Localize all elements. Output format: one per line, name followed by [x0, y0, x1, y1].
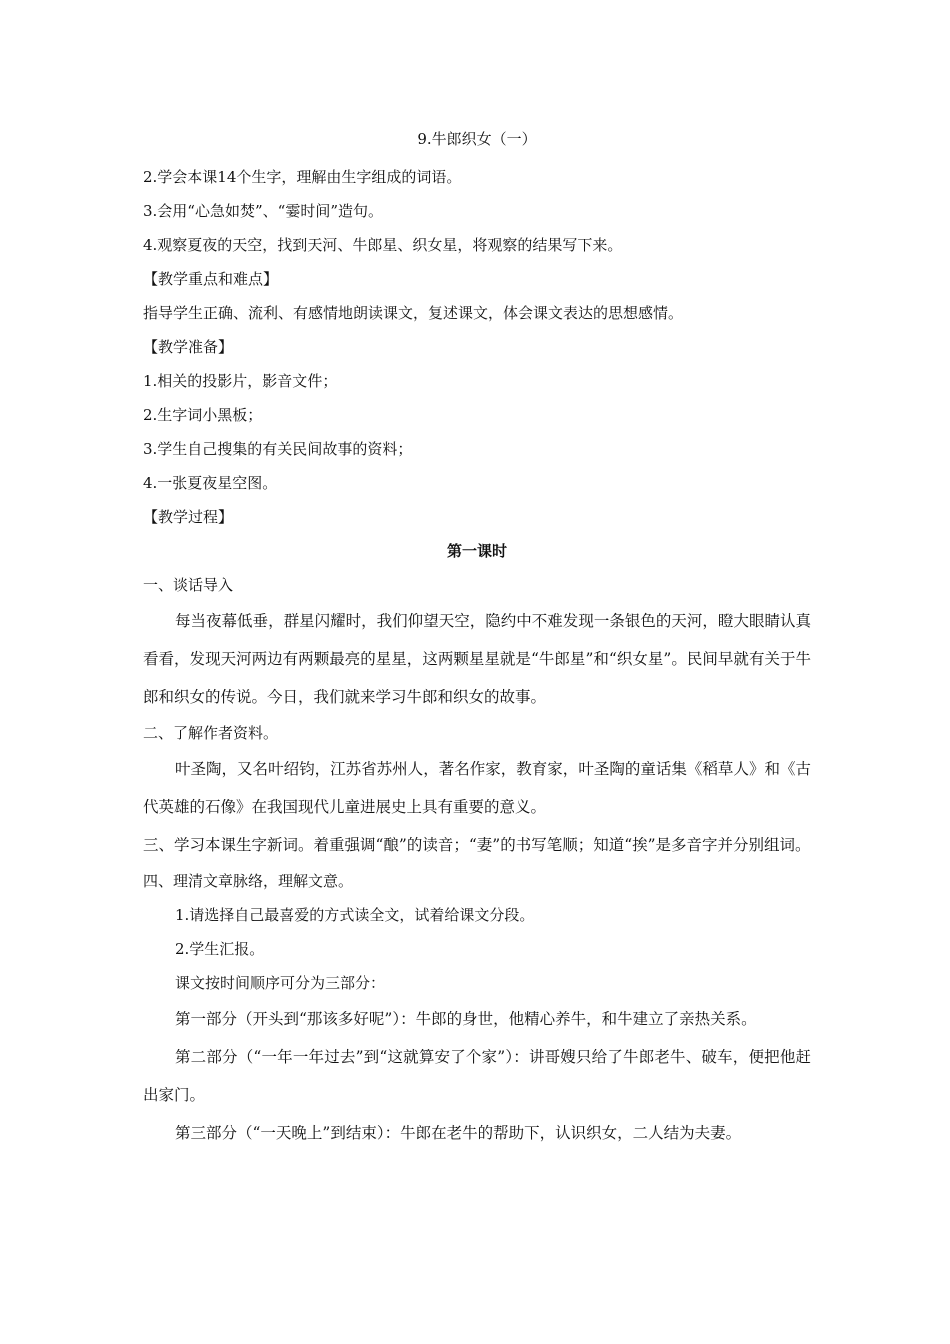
key-points-text: 指导学生正确、流利、有感情地朗读课文，复述课文，体会课文表达的思想感情。: [143, 304, 684, 322]
lesson-title: 第一课时: [446, 542, 507, 560]
goal-item: 3.会用“心急如焚”、“霎时间”造句。: [143, 202, 383, 220]
step-item: 课文按时间顺序可分为三部分：: [175, 974, 386, 992]
step-item: 2.学生汇报。: [175, 940, 265, 958]
part-paragraph-3: 第三部分（“一天晚上”到结束）：牛郎在老牛的帮助下，认识织女，二人结为夫妻。: [175, 1124, 742, 1142]
goal-item: 4.观察夏夜的天空，找到天河、牛郎星、织女星，将观察的结果写下来。: [143, 236, 623, 254]
prep-item: 3.学生自己搜集的有关民间故事的资料；: [143, 440, 413, 458]
prep-item: 1.相关的投影片，影音文件；: [143, 372, 338, 390]
prep-item: 2.生字词小黑板；: [143, 406, 263, 424]
section-paragraph-1: 每当夜幕低垂，群星闪耀时，我们仰望天空，隐约中不难发现一条银色的天河，瞪大眼睛认真看看，发现天河两边有两颗最亮的星星，这两颗星星就是“牛郎星”和“织女星”。民间早就有关于牛郎和织女的传说。今日，我们就来学习牛郎和织女的故事。: [143, 612, 811, 706]
prep-heading: 【教学准备】: [143, 338, 234, 356]
process-heading: 【教学过程】: [143, 508, 234, 526]
part-paragraph-1: 第一部分（开头到“那该多好呢”）：牛郎的身世，他精心养牛，和牛建立了亲热关系。: [175, 1010, 757, 1028]
part-paragraph-2: 第二部分（“一年一年过去”到“这就算安了个家”）：讲哥嫂只给了牛郎老牛、破车，便把他赶出家门。: [143, 1048, 811, 1104]
key-points-heading: 【教学重点和难点】: [143, 270, 279, 288]
step-item: 1.请选择自己最喜爱的方式读全文，试着给课文分段。: [175, 906, 535, 924]
section-heading-4: 四、理清文章脉络，理解文意。: [143, 872, 354, 890]
section-paragraph-3: 三、学习本课生字新词。着重强调“酿”的读音；“妻”的书写笔顺；知道“挨”是多音字并分别组词。: [143, 836, 811, 854]
section-paragraph-2: 叶圣陶，又名叶绍钧，江苏省苏州人，著名作家，教育家，叶圣陶的童话集《稻草人》和《古代英雄的石像》在我国现代儿童进展史上具有重要的意义。: [143, 760, 811, 816]
section-heading-1: 一、谈话导入: [143, 576, 234, 594]
document-page: [143, 126, 811, 1152]
prep-item: 4.一张夏夜星空图。: [143, 474, 278, 492]
goal-item: 2.学会本课14个生字，理解由生字组成的词语。: [143, 168, 462, 186]
section-heading-2: 二、了解作者资料。: [143, 724, 279, 742]
document-title: 9.牛郎织女（一）: [417, 130, 537, 148]
